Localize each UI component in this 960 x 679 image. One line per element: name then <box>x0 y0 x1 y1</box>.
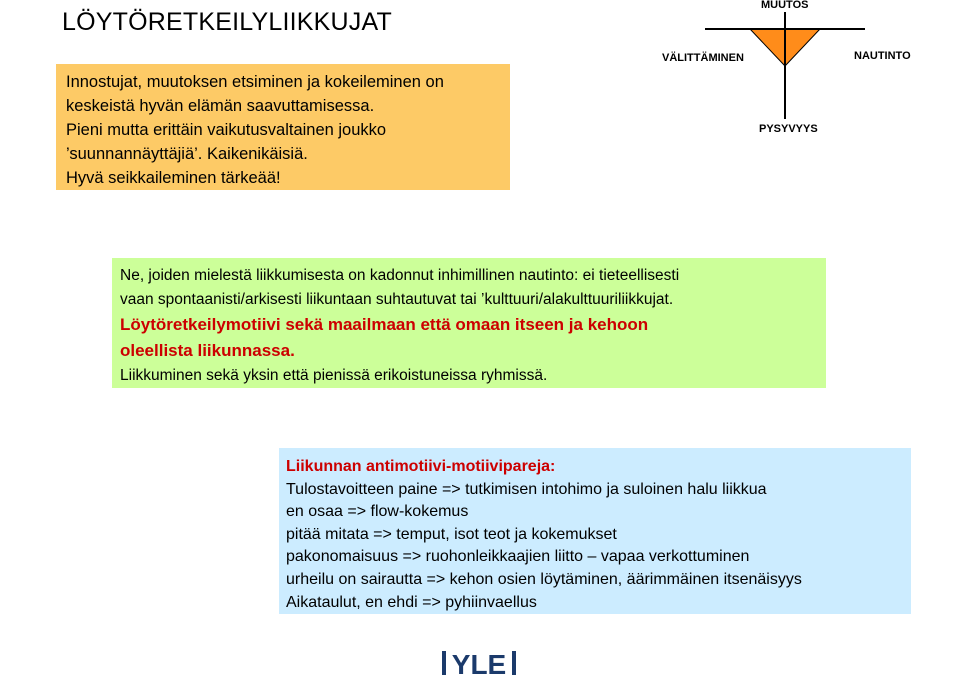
motive-pair-line: pakonomaisuus => ruohonleikkaajien liitto – vapaa verkottuminen <box>286 548 750 566</box>
intro-line: ’suunnannäyttäjiä’. Kaikenikäisiä. <box>66 145 308 163</box>
description-line: Liikkuminen sekä yksin että pienissä erikoistuneissa ryhmissä. <box>120 367 548 384</box>
label-muutos: MUUTOS <box>761 0 809 11</box>
yle-logo-mark <box>440 648 520 678</box>
description-line: Ne, joiden mielestä liikkumisesta on kadonnut inhimillinen nautinto: ei tieteellisesti <box>120 267 680 284</box>
motive-pair-line: en osaa => flow-kokemus <box>286 503 469 521</box>
motive-highlight: oleellista liikunnassa. <box>120 341 295 360</box>
motive-pair-line: Tulostavoitteen paine => tutkimisen intohimo ja suloinen halu liikkua <box>286 480 767 498</box>
motive-pair-line: pitää mitata => temput, isot teot ja kokemukset <box>286 525 617 543</box>
motive-pairs-heading: Liikunnan antimotiivi-motiivipareja: <box>286 458 556 475</box>
value-axis-diagram <box>640 0 960 150</box>
description-line: vaan spontaanisti/arkisesti liikuntaan suhtautuvat tai ’kulttuuri/alakulttuuriliikkujat. <box>120 291 674 308</box>
yle-logo <box>440 648 520 678</box>
motive-highlight: Löytöretkeilymotiivi sekä maailmaan että omaan itseen ja kehoon <box>120 315 649 334</box>
yle-logo-text: YLE <box>451 649 507 678</box>
label-nautinto: NAUTINTO <box>854 50 911 62</box>
motive-pair-line: urheilu on sairautta => kehon osien löytäminen, äärimmäinen itsenäisyys <box>286 570 802 588</box>
intro-line: keskeistä hyvän elämän saavuttamisessa. <box>66 97 375 115</box>
intro-box <box>56 64 510 190</box>
page-title: LÖYTÖRETKEILYLIIKKUJAT <box>62 8 392 36</box>
intro-line: Innostujat, muutoksen etsiminen ja kokeileminen on <box>66 73 444 91</box>
intro-line: Pieni mutta erittäin vaikutusvaltainen joukko <box>66 121 387 139</box>
label-valittaminen: VÄLITTÄMINEN <box>662 52 744 64</box>
label-pysyvyys: PYSYVYYS <box>759 123 818 135</box>
motive-pair-line: Aikataulut, en ehdi => pyhiinvaellus <box>286 593 537 611</box>
motive-pairs-box <box>279 448 911 614</box>
intro-line: Hyvä seikkaileminen tärkeää! <box>66 169 281 187</box>
description-box <box>112 258 826 388</box>
